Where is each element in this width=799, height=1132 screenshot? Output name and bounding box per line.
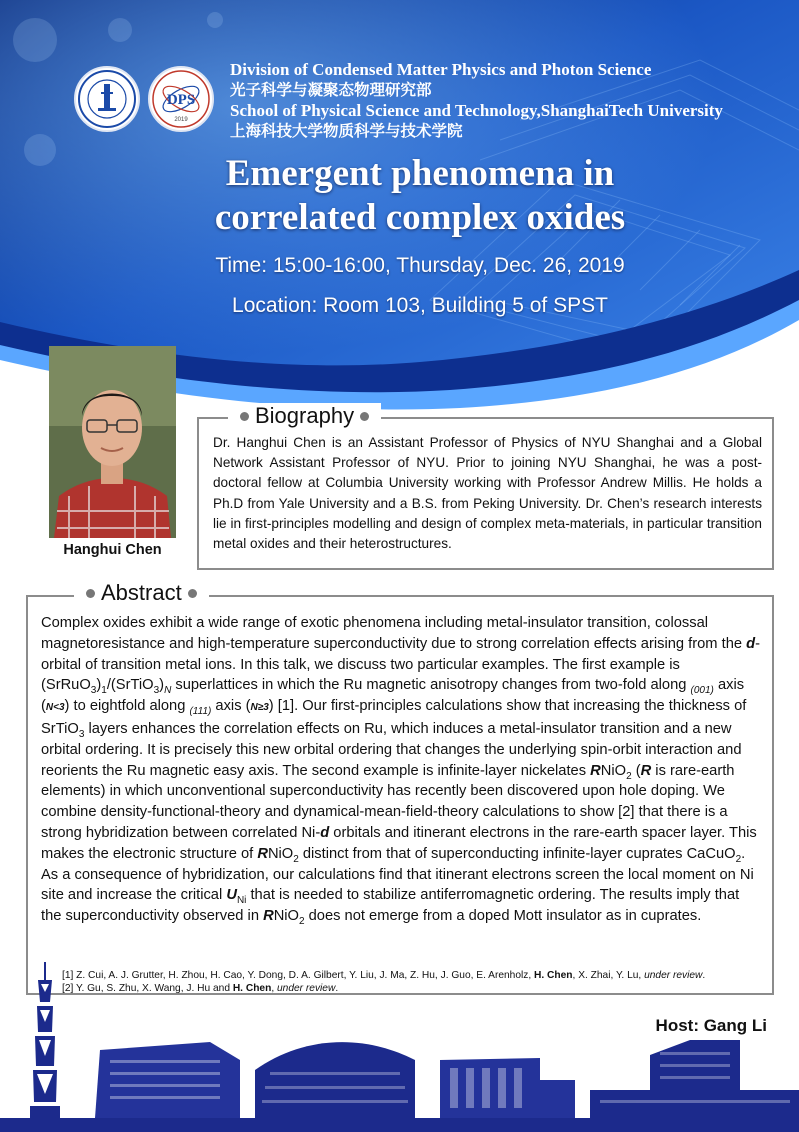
biography-heading-text: Biography	[255, 403, 355, 428]
dps-logo-year: 2019	[174, 117, 188, 123]
abstract-segment: orbitals and itinerant electrons in the rare-earth spacer layer. This makes the electronic structure of	[41, 824, 757, 862]
talk-location: Location: Room 103, Building 5 of SPST	[232, 294, 608, 317]
abstract-segment: . As a consequence of hybridization, our calculations find that itinerant electrons screen the local moment on Ni site and increase the critical	[41, 845, 754, 904]
abstract-segment: that is needed to stabilize antiferromagnetic ordering. The results imply that the superconductivity observed in	[41, 887, 740, 925]
host-name: Host: Gang Li	[655, 1016, 767, 1035]
reference-highlight: H. Chen	[232, 983, 272, 994]
bullet-dot-icon	[360, 412, 369, 421]
abstract-subscript: 3	[90, 685, 97, 697]
abstract-segment: Complex oxides exhibit a wide range of exotic phenomena including metal-insulator transition, colossal magnetoresistance and high-temperature superconductivity due to strong correlation effects arising from the	[41, 615, 747, 652]
abstract-segment: axis (	[211, 698, 251, 715]
abstract-symbol: d	[320, 824, 330, 841]
speaker-name: Hanghui Chen	[63, 542, 162, 558]
reference-text: .	[702, 970, 706, 981]
abstract-segment: superlattices in which the Ru magnetic anisotropy changes from two-fold along	[171, 677, 691, 694]
abstract-direction: (111)	[189, 706, 212, 718]
abstract-subscript: Ni	[236, 895, 247, 907]
abstract-symbol: d	[746, 635, 756, 652]
abstract-segment: /(SrTiO	[106, 677, 154, 694]
abstract-subscript: 3	[153, 685, 160, 697]
biography-heading	[228, 403, 381, 429]
abstract-subscript: 2	[626, 770, 632, 782]
speaker-portrait-icon	[49, 346, 176, 538]
abstract-symbol: U	[226, 887, 237, 904]
reference-text: , X. Zhai, Y. Lu,	[572, 970, 645, 981]
abstract-segment: (	[631, 762, 641, 779]
abstract-segment: is rare-earth elements) in which unconventional superconductivity has recently been discovered upon hole doping. We combine density-functional-theory and dynamical-mean-field-theory calculations to show [2] that there is a strong hybridization between correlated Ni-	[41, 762, 735, 841]
talk-time: Time: 15:00-16:00, Thursday, Dec. 26, 2019	[215, 254, 625, 277]
abstract-segment: )	[96, 677, 102, 694]
dps-logo-text: DPS	[166, 92, 196, 108]
abstract-subscript: N	[164, 685, 172, 697]
department-name-cn: 光子科学与凝聚态物理研究部	[230, 81, 432, 99]
talk-title-line2: correlated complex oxides	[214, 197, 626, 238]
abstract-subscript: 3	[78, 728, 85, 740]
abstract-segment: NiO	[600, 762, 627, 779]
abstract-subscript: 1	[101, 685, 107, 697]
bullet-dot-icon	[240, 412, 249, 421]
abstract-symbol: R	[257, 845, 268, 862]
abstract-segment: ) [1]. Our first-principles calculations show that increasing the thickness of SrTiO	[41, 698, 747, 737]
biography-text: Dr. Hanghui Chen is an Assistant Professor of Physics of NYU Shanghai and a Global Network Assistant Professor of NYU. Prior to joining NYU Shanghai, he was a post-doctoral fellow at Columbia University working with Professor Andrew Millis. He holds a Ph.D from Yale University and a B.S. from Peking University. Dr. Chen’s research interests lie in first-principles modelling and design of complex meta-materials, in particular transition metal oxides and their heterostructures.	[213, 435, 762, 552]
reference-text: [2] Y. Gu, S. Zhu, X. Wang, J. Hu and	[62, 983, 233, 994]
abstract-heading-text: Abstract	[101, 580, 182, 605]
school-name-cn: 上海科技大学物质科学与技术学院	[230, 122, 463, 140]
abstract-segment: distinct from that of superconducting infinite-layer cuprates CaCuO	[298, 845, 736, 862]
reference-highlight: H. Chen	[534, 970, 573, 981]
dps-emblem-icon	[150, 68, 212, 130]
abstract-symbol: R	[263, 908, 274, 925]
speaker-photo	[49, 346, 176, 538]
talk-title	[140, 152, 700, 240]
abstract-segment: axis (	[41, 677, 745, 715]
reference-text: ,	[271, 983, 277, 994]
reference-status: under review	[277, 983, 336, 994]
dps-logo	[148, 66, 214, 132]
talk-title-line1: Emergent phenomena in	[225, 153, 615, 194]
abstract-symbol: R	[640, 762, 652, 779]
abstract-segment: -orbital of transition metal ions. In this talk, we discuss two particular examples. The first example is (SrRuO	[41, 635, 760, 694]
abstract-symbol: R	[590, 762, 601, 779]
abstract-heading	[74, 578, 209, 608]
reference-status: under review	[644, 970, 703, 981]
department-name-en: Division of Condensed Matter Physics and Photon Science	[230, 60, 652, 79]
university-seal-icon	[76, 68, 138, 130]
reference-text: [1] Z. Cui, A. J. Grutter, H. Zhou, H. Cao, Y. Dong, D. A. Gilbert, Y. Liu, J. Ma, Z. Hu, J. Guo, E. Arenholz,	[62, 970, 535, 981]
tower-icon	[28, 962, 62, 1122]
bullet-dot-icon	[188, 589, 197, 598]
abstract-subscript: 2	[293, 853, 299, 865]
abstract-segment: does not emerge from a doped Mott insulator as in cuprates.	[304, 908, 702, 925]
bullet-dot-icon	[86, 589, 95, 598]
reference-text: .	[335, 983, 339, 994]
university-logo	[74, 66, 140, 132]
abstract-segment: NiO	[273, 908, 299, 925]
campus-skyline-graphic	[0, 960, 799, 1132]
abstract-condition: N<3	[45, 702, 65, 714]
abstract-segment: NiO	[267, 845, 294, 862]
abstract-segment: )	[159, 677, 165, 694]
abstract-condition: N≥3	[250, 702, 269, 714]
abstract-subscript: 2	[735, 853, 742, 865]
abstract-segment: layers enhances the correlation effects on Ru, which induces a metal-insulator transition and a new orbital ordering. It is precisely this new orbital ordering that changes the underlying spin-orbit interaction and reorients the Ru magnetic easy axis. The second example is infinite-layer nickelates	[41, 720, 742, 779]
abstract-subscript: 2	[298, 916, 305, 928]
abstract-text	[41, 613, 763, 927]
school-name-en: School of Physical Science and Technology,ShanghaiTech University	[230, 101, 723, 120]
abstract-direction: (001)	[690, 685, 714, 697]
abstract-segment: ) to eightfold along	[64, 698, 190, 715]
